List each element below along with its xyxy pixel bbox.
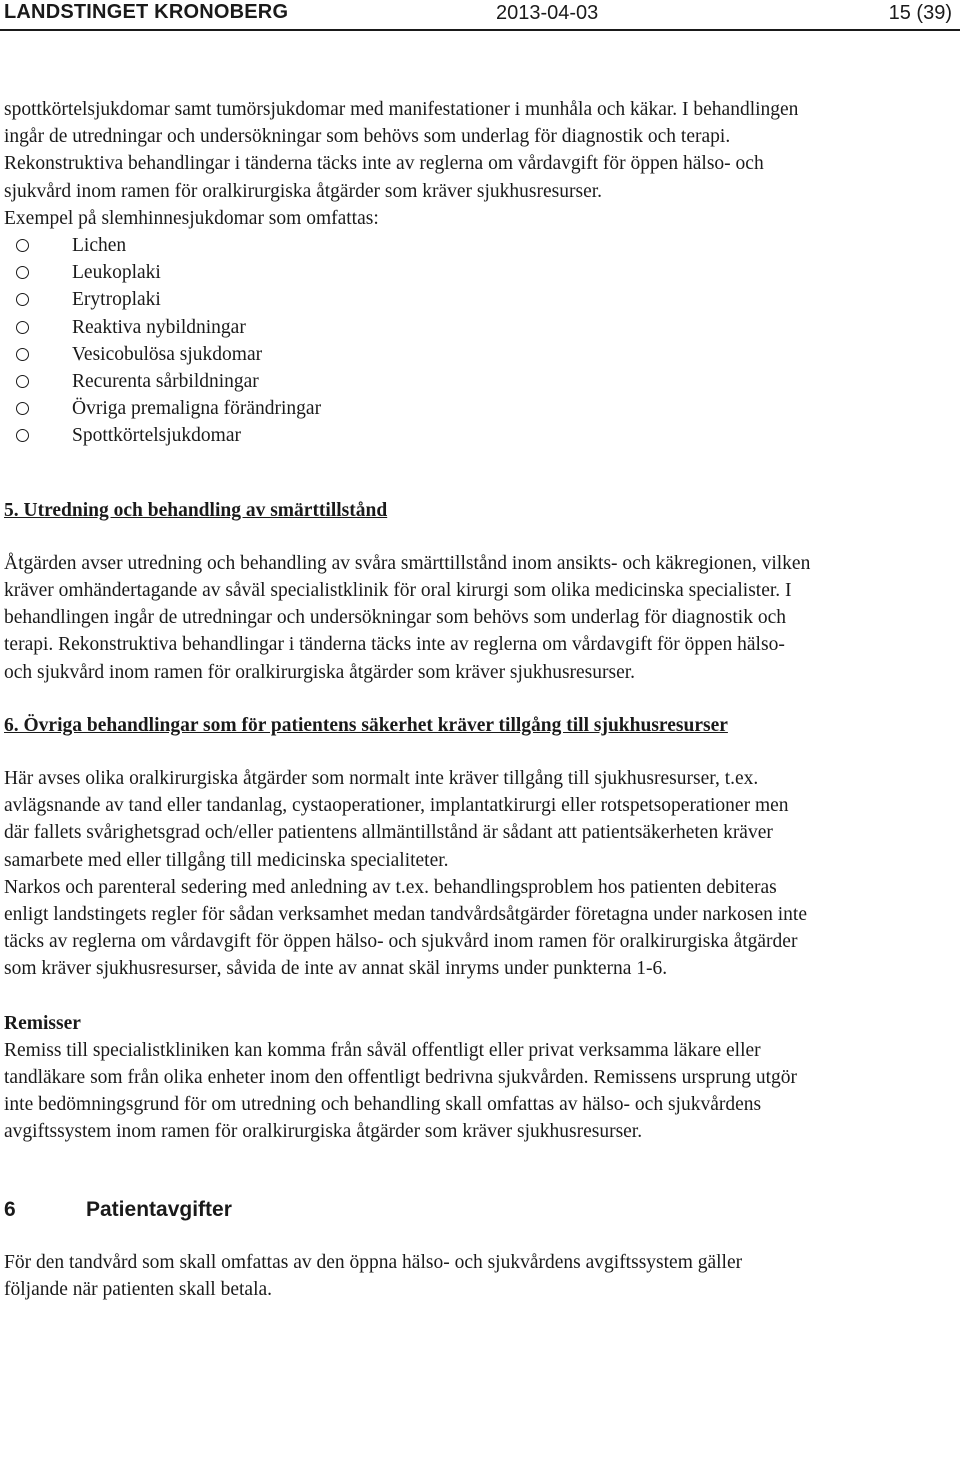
disease-list (4, 232, 954, 450)
bullet-circle-icon (16, 321, 29, 334)
remisser-heading: Remisser (4, 1012, 81, 1034)
list-item: Recurenta sårbildningar (16, 368, 954, 395)
list-item: Spottkörtelsjukdomar (16, 422, 954, 449)
list-item: Leukoplaki (16, 259, 954, 286)
intro-paragraph: spottkörtelsjukdomar samt tumörsjukdomar med manifestationer i munhåla och käkar. I behandlingen ingår de utredningar och undersökningar som behövs som underlag för diagnostik och terapi. Rekonstruktiva behandlingar i tänderna täcks inte av reglerna om vårdavgift för öppen hälso- och sjukvård inom ramen för oralkirurgiska åtgärder som kräver sjukhusresurser. (4, 99, 799, 202)
chapter-title: Patientavgifter (86, 1197, 232, 1221)
bullet-circle-icon (16, 293, 29, 306)
page-number: 15 (39) (888, 2, 952, 24)
bullet-circle-icon (16, 375, 29, 388)
list-item: Övriga premaligna förändringar (16, 395, 954, 422)
section-5-heading: 5. Utredning och behandling av smärttillstånd (4, 499, 388, 521)
list-item: Lichen (16, 232, 954, 259)
section-6-body-1: Här avses olika oralkirurgiska åtgärder som normalt inte kräver tillgång till sjukhusresurser, t.ex. avlägsnande av tand eller tandanlag, cystaoperationer, implantatkirurgi eller rotspetsoperationer men där fallets svårighetsgrad och/eller patientens allmäntillstånd är sådant att patientsäkerheten kräver samarbete med eller tillgång till medicinska specialiteter. (4, 767, 789, 871)
chapter-6-body: För den tandvård som skall omfattas av den öppna hälso- och sjukvårdens avgiftssystem gäller följande när patienten skall betala. (4, 1251, 743, 1300)
document-body (4, 96, 954, 1303)
bullet-circle-icon (16, 429, 29, 442)
organization-name: LANDSTINGET KRONOBERG (4, 1, 289, 23)
list-item: Reaktiva nybildningar (16, 314, 954, 341)
bullet-circle-icon (16, 402, 29, 415)
bullet-circle-icon (16, 239, 29, 252)
header-divider (0, 29, 960, 31)
bullet-circle-icon (16, 266, 29, 279)
list-item: Erytroplaki (16, 286, 954, 313)
section-6-heading: 6. Övriga behandlingar som för patientens säkerhet kräver tillgång till sjukhusresurser (4, 714, 728, 736)
page-header (0, 0, 960, 30)
remisser-body: Remiss till specialistkliniken kan komma från såväl offentligt eller privat verksamma läkare eller tandläkare som från olika enheter inom den offentligt bedrivna sjukvården. Remissens ursprung utgör inte bedömningsgrund för om utredning och behandling skall omfattas av hälso- och sjukvårdens avgiftssystem inom ramen för oralkirurgiska åtgärder som kräver sjukhusresurser. (4, 1039, 797, 1143)
section-5-body: Åtgärden avser utredning och behandling av svåra smärttillstånd inom ansikts- och käkregionen, vilken kräver omhändertagande av såväl specialistklinik för oral kirurgi som olika medicinska specialister. I behandlingen ingår de utredningar och undersökningar som behövs som underlag för diagnostik och terapi. Rekonstruktiva behandlingar i tänderna täcks inte av reglerna om vårdavgift för öppen hälso- och sjukvård inom ramen för oralkirurgiska åtgärder som kräver sjukhusresurser. (4, 552, 811, 683)
bullet-circle-icon (16, 348, 29, 361)
section-6-body-2: Narkos och parenteral sedering med anledning av t.ex. behandlingsproblem hos patienten debiteras enligt landstingets regler för sådan verksamhet medan tandvårdsåtgärder företagna under narkosen inte täcks av reglerna om vårdavgift för öppen hälso- och sjukvård inom ramen för oralkirurgiska åtgärder som kräver sjukhusresurser, såvida de inte av annat skäl inryms under punkterna 1-6. (4, 876, 807, 980)
list-item: Vesicobulösa sjukdomar (16, 341, 954, 368)
chapter-number: 6 (4, 1197, 16, 1221)
list-intro: Exempel på slemhinnesjukdomar som omfattas: (4, 207, 379, 229)
document-date: 2013-04-03 (496, 2, 599, 24)
chapter-6-heading (4, 1196, 954, 1223)
